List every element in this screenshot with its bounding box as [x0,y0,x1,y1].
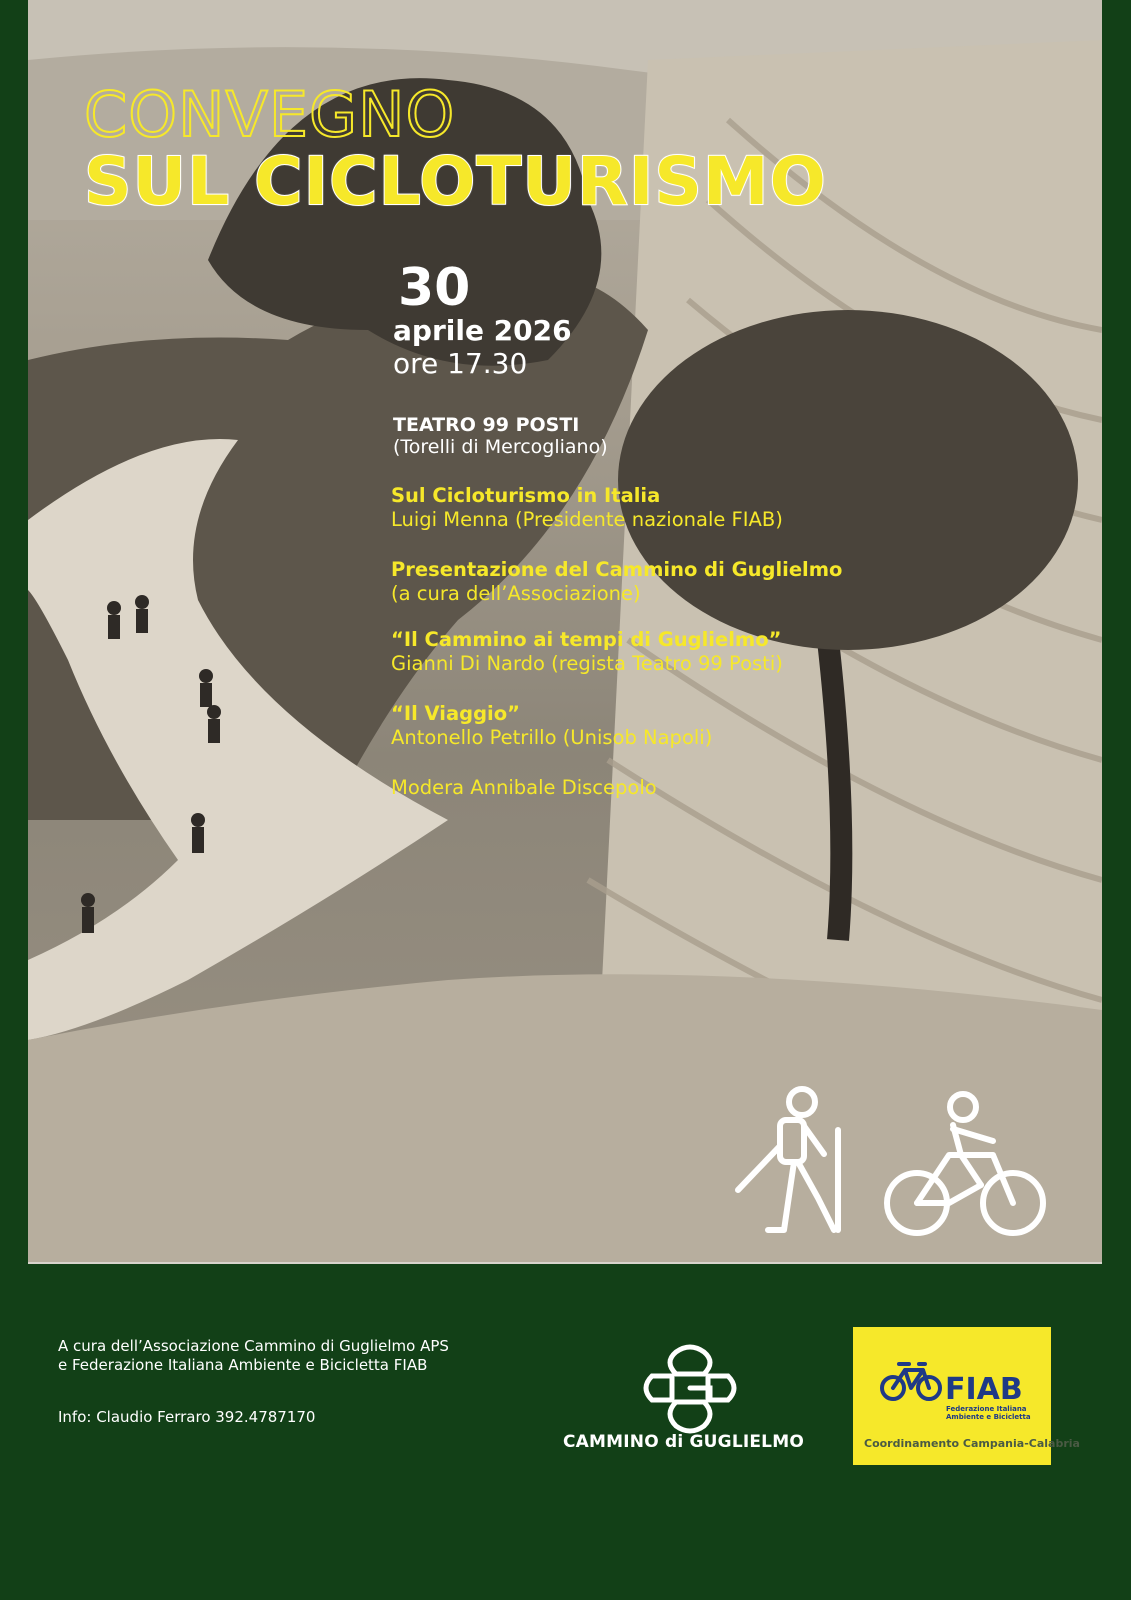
program-item-title: “Il Cammino ai tempi di Guglielmo” [391,628,782,651]
fiab-subtitle-line2: Ambiente e Bicicletta [946,1413,1031,1421]
cammino-name: CAMMINO di GUGLIELMO [563,1432,804,1452]
credits-line1: A cura dell’Associazione Cammino di Guglielmo APS [58,1337,449,1355]
event-time: ore 17.30 [393,347,528,380]
program-item-title: Presentazione del Cammino di Guglielmo [391,558,843,581]
program-item-title: Sul Cicloturismo in Italia [391,484,661,507]
venue-place: (Torelli di Mercogliano) [393,436,608,458]
cyclist-icon [883,1085,1053,1245]
credits [58,1337,449,1375]
program-item-subtitle: Luigi Menna (Presidente nazionale FIAB) [391,508,783,531]
title-line2: SUL CICLOTURISMO [84,143,827,220]
fiab-subtitle [946,1405,1031,1421]
event-day: 30 [398,258,471,318]
program-item-title: “Il Viaggio” [391,702,520,725]
fiab-coordination: Coordinamento Campania-Calabria [864,1437,1080,1450]
moderator: Modera Annibale Discepolo [391,776,657,799]
venue-name: TEATRO 99 POSTI [393,414,580,436]
credits-line2: e Federazione Italiana Ambiente e Bicicletta FIAB [58,1356,428,1374]
program-item-subtitle: (a cura dell’Associazione) [391,582,641,605]
title-line1: CONVEGNO [84,78,456,151]
fiab-name: FIAB [945,1372,1023,1407]
event-month-year: aprile 2026 [393,314,572,347]
fiab-subtitle-line1: Federazione Italiana [946,1405,1027,1413]
program-item-subtitle: Antonello Petrillo (Unisob Napoli) [391,726,713,749]
hiker-icon [728,1080,868,1240]
contact-info: Info: Claudio Ferraro 392.4787170 [58,1408,316,1426]
bicycle-icon [879,1358,943,1404]
program-item-subtitle: Gianni Di Nardo (regista Teatro 99 Posti) [391,652,783,675]
